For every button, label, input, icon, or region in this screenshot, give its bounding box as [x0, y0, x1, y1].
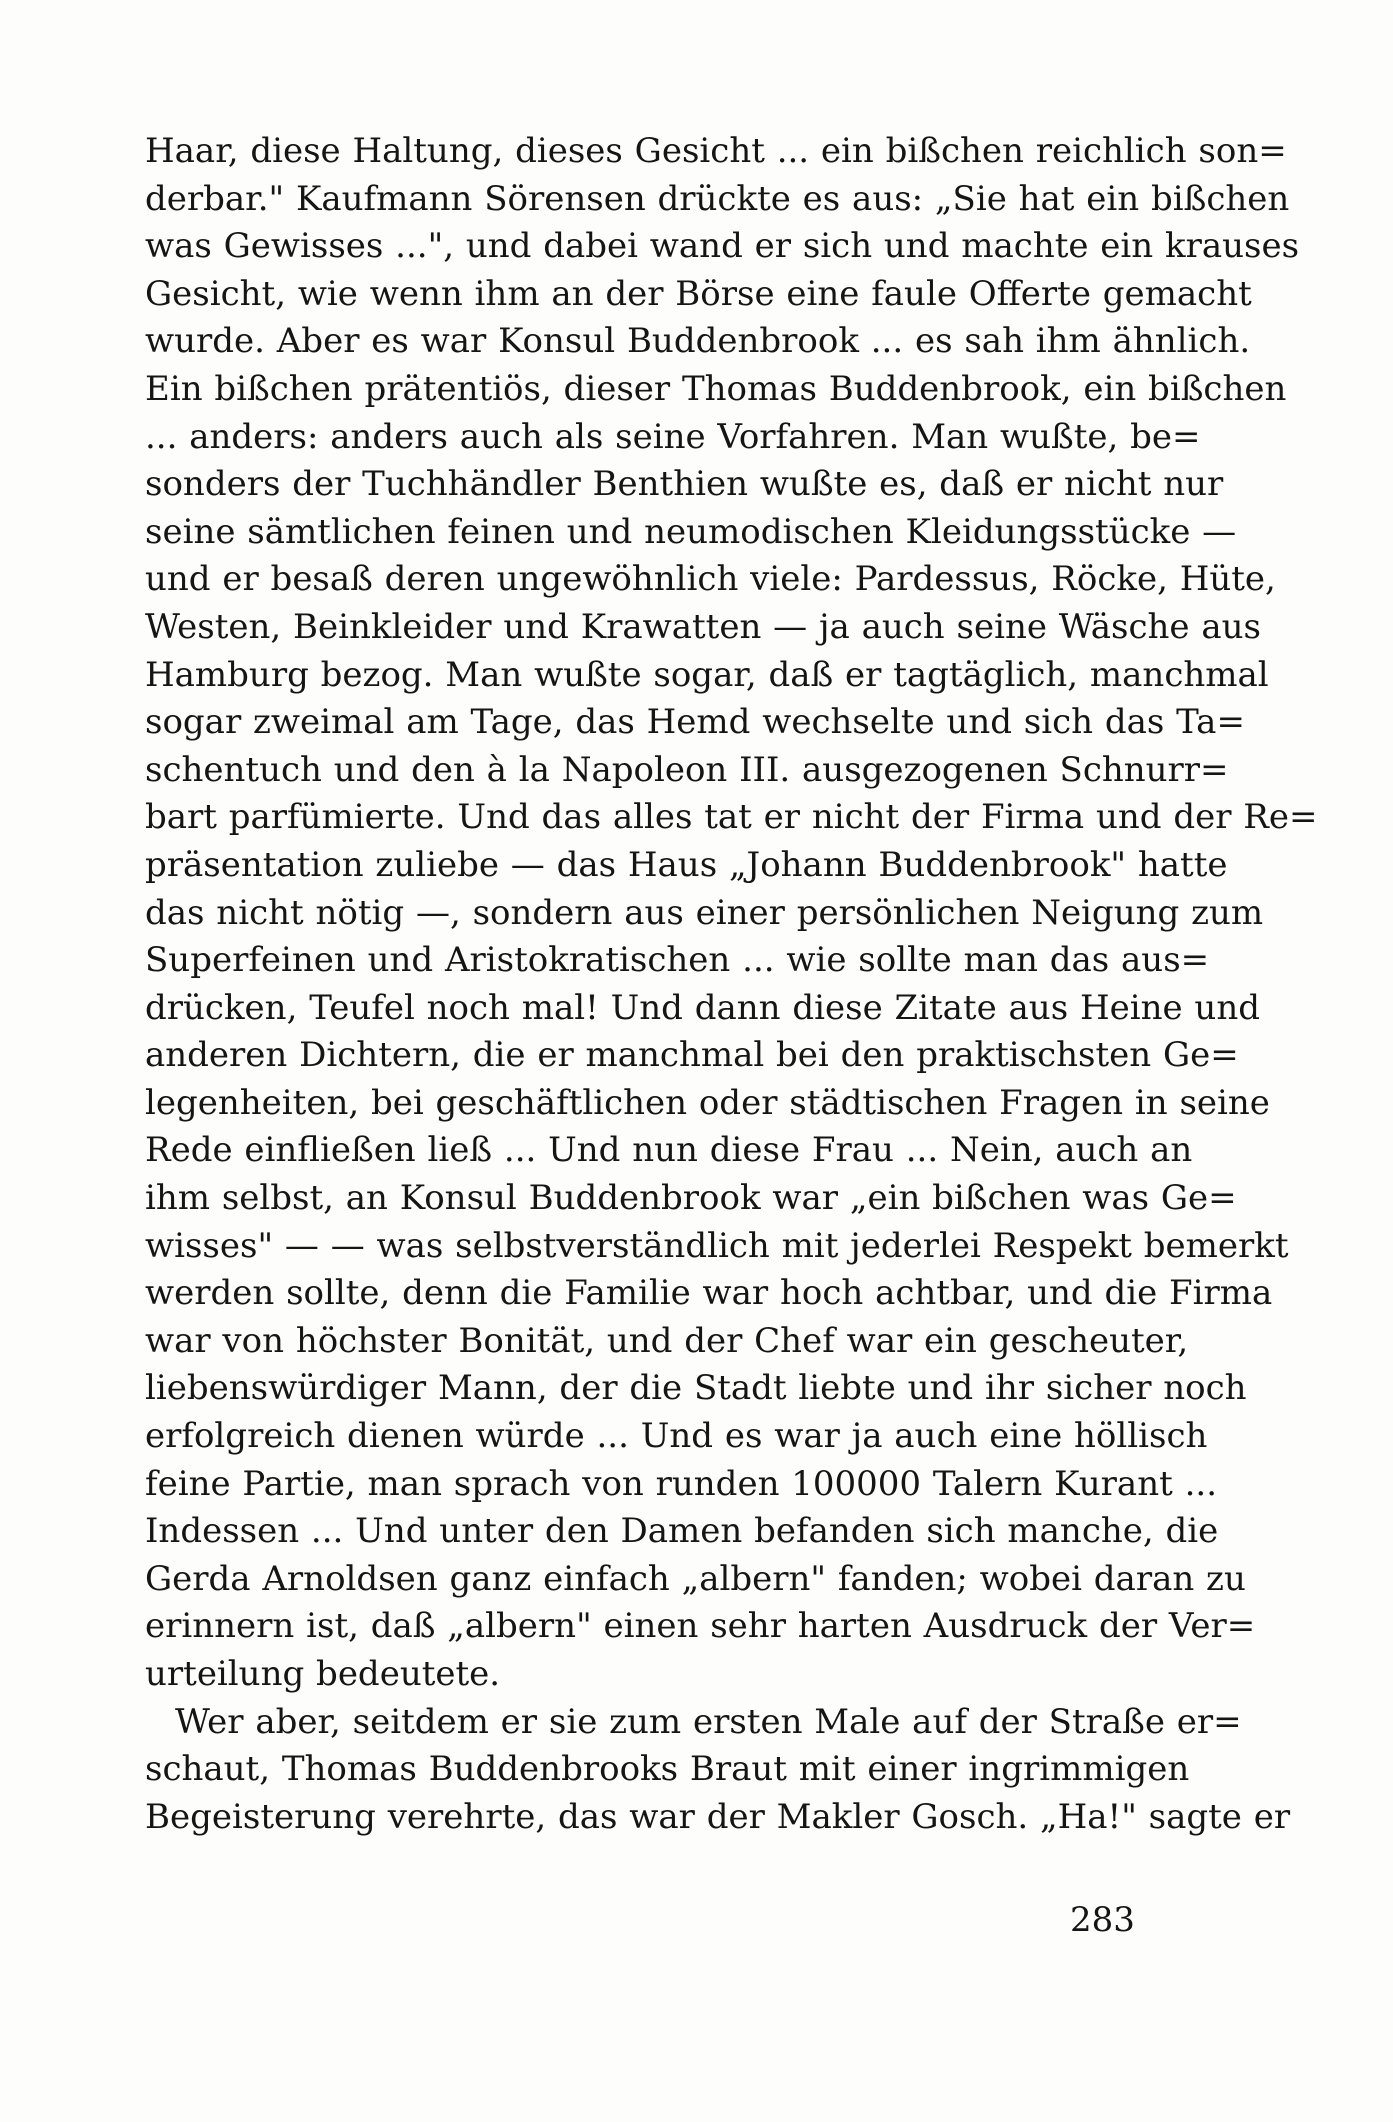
text-line: liebenswürdiger Mann, der die Stadt liebte und ihr sicher noch	[145, 1368, 1247, 1409]
text-line: und er besaß deren ungewöhnlich viele: Pardessus, Röcke, Hüte,	[145, 559, 1276, 600]
text-line: Hamburg bezog. Man wußte sogar, daß er tagtäglich, manchmal	[145, 654, 1269, 695]
body-text	[145, 128, 1318, 1841]
text-line: war von höchster Bonität, und der Chef war ein gescheuter,	[145, 1320, 1189, 1361]
text-line: werden sollte, denn die Familie war hoch achtbar, und die Firma	[145, 1273, 1273, 1314]
text-line: Superfeinen und Aristokratischen ... wie sollte man das aus=	[145, 940, 1210, 981]
text-line: drücken, Teufel noch mal! Und dann diese Zitate aus Heine und	[145, 987, 1260, 1028]
text-line: Haar, diese Haltung, dieses Gesicht ... ein bißchen reichlich son=	[145, 131, 1287, 171]
text-line: wisses" — — was selbstverständlich mit jederlei Respekt bemerkt	[145, 1225, 1289, 1266]
text-line: anderen Dichtern, die er manchmal bei den praktischsten Ge=	[145, 1035, 1239, 1076]
text-line: sogar zweimal am Tage, das Hemd wechselte und sich das Ta=	[145, 702, 1245, 743]
text-line: präsentation zuliebe — das Haus „Johann Buddenbrook" hatte	[145, 844, 1228, 885]
text-line: Ein bißchen prätentiös, dieser Thomas Buddenbrook, ein bißchen	[145, 368, 1287, 409]
text-line: Westen, Beinkleider und Krawatten — ja auch seine Wäsche aus	[145, 606, 1261, 647]
text-line: Begeisterung verehrte, das war der Makler Gosch. „Ha!" sagte er	[145, 1796, 1291, 1837]
text-line: seine sämtlichen feinen und neumodischen Kleidungsstücke —	[145, 511, 1237, 552]
text-line: ... anders: anders auch als seine Vorfahren. Man wußte, be=	[145, 416, 1201, 457]
text-line: schentuch und den à la Napoleon III. ausgezogenen Schnurr=	[145, 749, 1229, 790]
text-line: Wer aber, seitdem er sie zum ersten Male auf der Straße er=	[175, 1701, 1242, 1742]
text-line: das nicht nötig —, sondern aus einer persönlichen Neigung zum	[145, 892, 1264, 933]
text-line: erinnern ist, daß „albern" einen sehr harten Ausdruck der Ver=	[145, 1606, 1256, 1647]
text-line: Rede einfließen ließ ... Und nun diese Frau ... Nein, auch an	[145, 1130, 1193, 1171]
text-line: Gerda Arnoldsen ganz einfach „albern" fanden; wobei daran zu	[145, 1558, 1246, 1599]
text-line: urteilung bedeutete.	[145, 1654, 501, 1694]
text-line: erfolgreich dienen würde ... Und es war ja auch eine höllisch	[145, 1416, 1208, 1457]
text-line: feine Partie, man sprach von runden 100000 Talern Kurant ...	[145, 1463, 1217, 1504]
text-line: Gesicht, wie wenn ihm an der Börse eine faule Offerte gemacht	[145, 273, 1252, 314]
text-line: sonders der Tuchhändler Benthien wußte es, daß er nicht nur	[145, 464, 1224, 505]
text-line: was Gewisses ...", und dabei wand er sich und machte ein krauses	[145, 226, 1300, 267]
text-line: derbar." Kaufmann Sörensen drückte es aus: „Sie hat ein bißchen	[145, 178, 1290, 219]
text-line: ihm selbst, an Konsul Buddenbrook war „ein bißchen was Ge=	[145, 1178, 1237, 1219]
text-line: schaut, Thomas Buddenbrooks Braut mit einer ingrimmigen	[145, 1749, 1190, 1790]
text-line: legenheiten, bei geschäftlichen oder städtischen Fragen in seine	[145, 1082, 1270, 1123]
text-line: wurde. Aber es war Konsul Buddenbrook ... es sah ihm ähnlich.	[145, 321, 1251, 362]
text-line: bart parfümierte. Und das alles tat er nicht der Firma und der Re=	[145, 797, 1318, 838]
text-line: Indessen ... Und unter den Damen befanden sich manche, die	[145, 1511, 1219, 1552]
page-number: 283	[1070, 1900, 1135, 1940]
